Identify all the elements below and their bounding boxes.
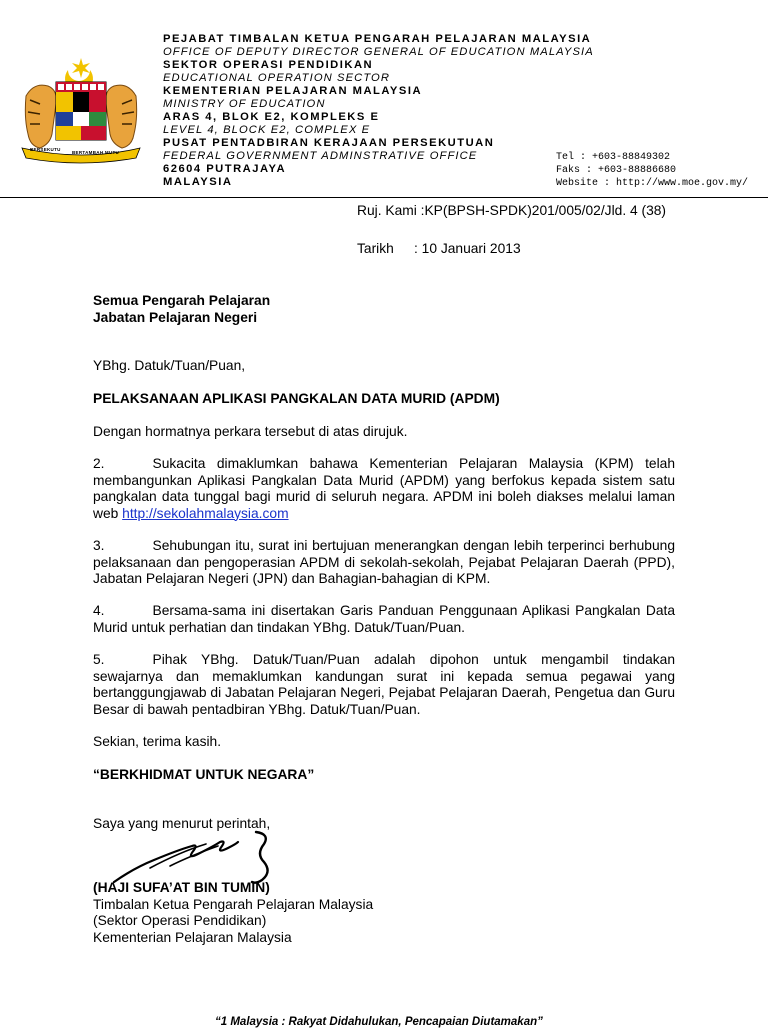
- recipient: [93, 293, 675, 326]
- contact-fax: Faks : +603-88886680: [556, 165, 677, 176]
- paragraph-4: [93, 603, 675, 636]
- paragraph-number: 4.: [93, 603, 105, 618]
- signatory-name: (HAJI SUFA’AT BIN TUMIN): [93, 880, 270, 895]
- date-label: Tarikh: [357, 241, 394, 256]
- paragraph-5: [93, 652, 675, 718]
- letterhead-line: SEKTOR OPERASI PENDIDIKAN: [163, 59, 374, 71]
- opening-line: Dengan hormatnya perkara tersebut di atas dirujuk.: [93, 424, 408, 439]
- letterhead-line: 62604 PUTRAJAYA: [163, 163, 287, 175]
- signatory-sector: (Sektor Operasi Pendidikan): [93, 913, 267, 928]
- signatory-block: [93, 880, 373, 946]
- paragraph-2: [93, 456, 675, 522]
- letterhead-line: OFFICE OF DEPUTY DIRECTOR GENERAL OF EDUCATION MALAYSIA: [163, 46, 594, 58]
- closing: Sekian, terima kasih.: [93, 734, 222, 749]
- signatory-ministry: Kementerian Pelajaran Malaysia: [93, 929, 292, 945]
- paragraph-number: 2.: [93, 456, 105, 471]
- letterhead-line: LEVEL 4, BLOCK E2, COMPLEX E: [163, 124, 371, 136]
- contact-block: [556, 151, 748, 190]
- paragraph-number: 3.: [93, 538, 105, 553]
- contact-website: Website : http://www.moe.gov.my/: [556, 178, 749, 189]
- crest-motto-left: BERSEKUTU: [30, 147, 61, 152]
- sekolahmalaysia-link[interactable]: http://sekolahmalaysia.com: [122, 505, 289, 521]
- paragraph-text: Bersama-sama ini disertakan Garis Panduan Penggunaan Aplikasi Pangkalan Data Murid untuk perhatian dan tindakan YBhg. Datuk/Tuan/Puan.: [93, 603, 675, 635]
- contact-tel: Tel : +603-88849302: [556, 152, 671, 163]
- footer-slogan: “1 Malaysia : Rakyat Didahulukan, Pencapaian Diutamakan”: [215, 1016, 543, 1028]
- paragraph-number: 5.: [93, 652, 105, 667]
- handwritten-signature-icon: [110, 826, 290, 886]
- letterhead-line: KEMENTERIAN PELAJARAN MALAYSIA: [163, 85, 423, 97]
- date-value: : 10 Januari 2013: [414, 241, 521, 256]
- recipient-line: Jabatan Pelajaran Negeri: [93, 309, 258, 325]
- letterhead-line: MALAYSIA: [163, 176, 233, 188]
- recipient-line: Semua Pengarah Pelajaran: [93, 293, 271, 308]
- signatory-title: Timbalan Ketua Pengarah Pelajaran Malaysia: [93, 896, 374, 912]
- sign-off: Saya yang menurut perintah,: [93, 816, 271, 831]
- letter-date: [357, 241, 521, 256]
- paragraph-text: Sehubungan itu, surat ini bertujuan menerangkan dengan lebih terperinci berhubung pelaksanaan dan pengoperasian APDM di sekolah-sekolah, Pejabat Pelajaran Daerah (PPD), Jabatan Pelajaran Negeri (JPN) dan Bahagian-bahagian di KPM.: [93, 538, 675, 586]
- letterhead-line: ARAS 4, BLOK E2, KOMPLEKS E: [163, 111, 380, 123]
- paragraph-text: Sukacita dimaklumkan bahawa Kementerian Pelajaran Malaysia (KPM) telah membangunkan Aplikasi Pangkalan Data Murid (APDM) yang berfokus kepada sistem satu pangkalan data tunggal bagi murid di seluruh negara. APDM ini boleh diakses melalui laman web: [93, 456, 675, 521]
- letterhead-line: FEDERAL GOVERNMENT ADMINSTRATIVE OFFICE: [163, 150, 478, 162]
- salutation: YBhg. Datuk/Tuan/Puan,: [93, 358, 246, 373]
- crest-motto-right: BERTAMBAH MUTU: [72, 150, 120, 155]
- paragraph-3: [93, 538, 675, 588]
- letterhead-line: MINISTRY OF EDUCATION: [163, 98, 326, 110]
- subject: PELAKSANAAN APLIKASI PANGKALAN DATA MURID (APDM): [93, 391, 500, 406]
- letterhead-line: EDUCATIONAL OPERATION SECTOR: [163, 72, 391, 84]
- motto: “BERKHIDMAT UNTUK NEGARA”: [93, 767, 315, 782]
- reference-number: Ruj. Kami :KP(BPSH-SPDK)201/005/02/Jld. 4 (38): [357, 203, 667, 218]
- paragraph-text: Pihak YBhg. Datuk/Tuan/Puan adalah dipohon untuk mengambil tindakan sewajarnya dan memaklumkan kandungan surat ini kepada semua pegawai yang bertanggungjawab di Jabatan Pelajaran Negeri, Pejabat Pelajaran Daerah, Pengetua dan Guru Besar di bawah pentadbiran YBhg. Datuk/Tuan/Puan.: [93, 652, 675, 717]
- letterhead-line: PEJABAT TIMBALAN KETUA PENGARAH PELAJARAN MALAYSIA: [163, 33, 592, 45]
- letterhead-line: PUSAT PENTADBIRAN KERAJAAN PERSEKUTUAN: [163, 137, 495, 149]
- header-divider: [0, 197, 768, 198]
